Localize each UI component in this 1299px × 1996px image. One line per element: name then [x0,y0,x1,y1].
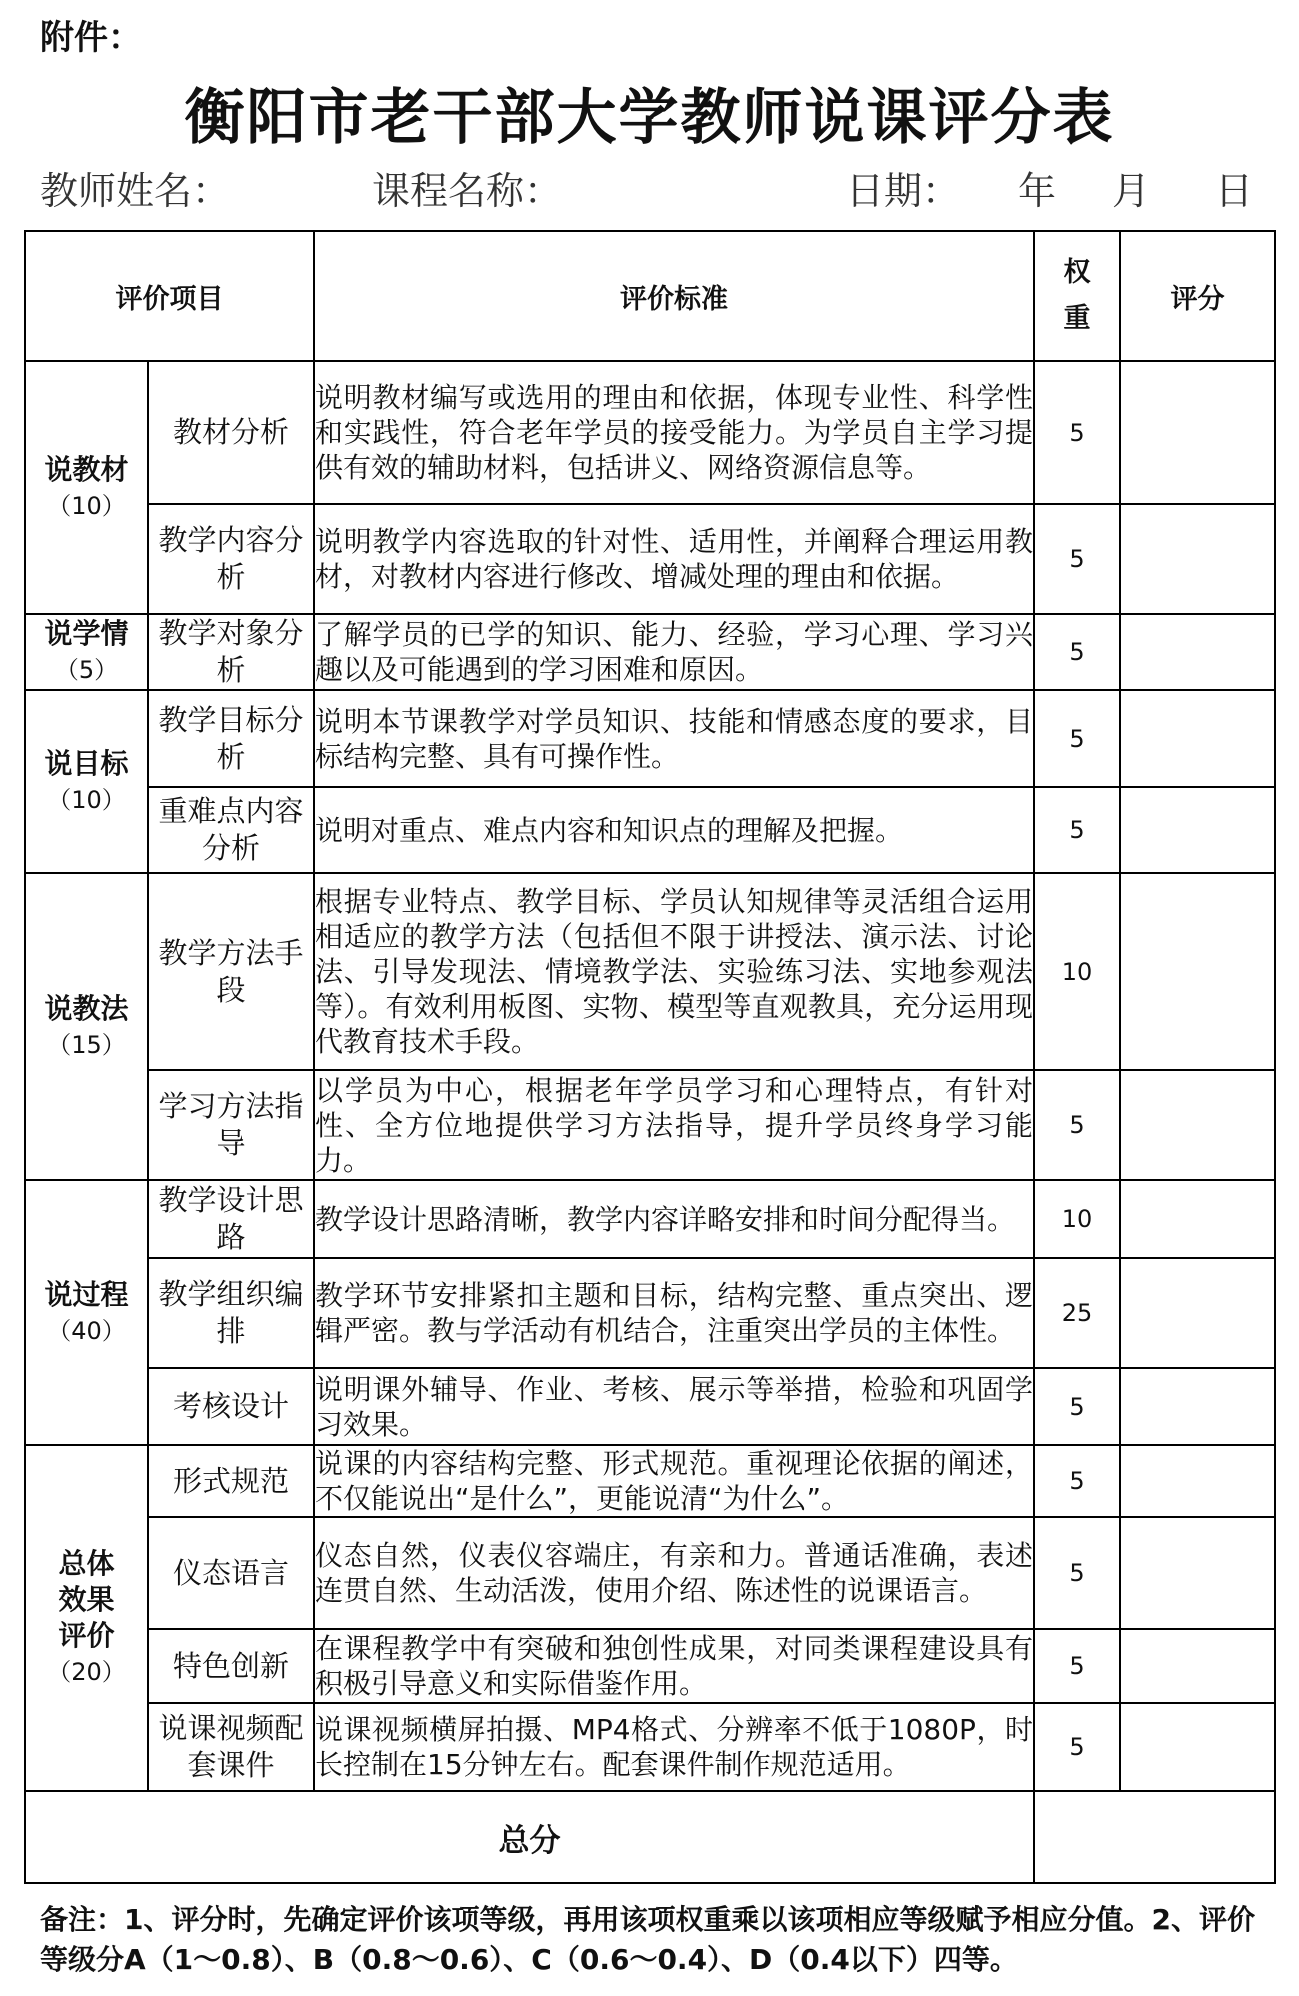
criteria-text: 说明教材编写或选用的理由和依据，体现专业性、科学性和实践性，符合老年学员的接受能力。为学员自主学习提供有效的辅助材料，包括讲义、网络资源信息等。 [314,361,1034,504]
table-row [25,1517,1275,1629]
category-cell [25,690,148,873]
table-row [25,1445,1275,1517]
table-row [25,1703,1275,1791]
table-row [25,1368,1275,1445]
score-input-cell[interactable] [1120,1368,1275,1445]
sub-item: 形式规范 [148,1445,314,1517]
teacher-name-label: 教师姓名： [40,169,231,213]
attachment-label: 附件： [40,18,142,58]
table-row [25,1070,1275,1180]
category-name: 说教法 [44,991,129,1025]
category-cell [25,614,148,690]
score-input-cell[interactable] [1120,787,1275,873]
table-row [25,614,1275,690]
weight-value: 5 [1034,1629,1120,1703]
date-day: 日 [1215,169,1254,213]
date-year: 年 [1018,169,1057,213]
criteria-text: 说课视频横屏拍摄、MP4格式、分辨率不低于1080P，时长控制在15分钟左右。配套课件制作规范适用。 [314,1703,1034,1791]
sub-item: 考核设计 [148,1368,314,1445]
criteria-text: 仪态自然，仪表仪容端庄，有亲和力。普通话准确，表述连贯自然、生动活泼，使用介绍、陈述性的说课语言。 [314,1517,1034,1629]
weight-value: 10 [1034,873,1120,1070]
table-row [25,1629,1275,1703]
score-input-cell[interactable] [1120,1629,1275,1703]
sub-item: 教学对象分析 [148,614,314,690]
sub-item: 特色创新 [148,1629,314,1703]
criteria-text: 说明对重点、难点内容和知识点的理解及把握。 [314,787,1034,873]
weight-value: 5 [1034,1445,1120,1517]
sub-item: 教学设计思路 [148,1180,314,1258]
total-row [25,1791,1275,1883]
category-cell [25,1445,148,1791]
table-row [25,504,1275,614]
weight-value: 5 [1034,504,1120,614]
evaluation-table [24,230,1276,1884]
criteria-text: 在课程教学中有突破和独创性成果，对同类课程建设具有积极引导意义和实际借鉴作用。 [314,1629,1034,1703]
sub-item: 学习方法指导 [148,1070,314,1180]
table-row [25,1258,1275,1368]
score-input-cell[interactable] [1120,690,1275,787]
sub-item: 教学方法手段 [148,873,314,1070]
weight-value: 5 [1034,1703,1120,1791]
weight-value: 5 [1034,614,1120,690]
weight-value: 5 [1034,1070,1120,1180]
weight-value: 5 [1034,1368,1120,1445]
criteria-text: 根据专业特点、教学目标、学员认知规律等灵活组合运用相适应的教学方法（包括但不限于讲授法、演示法、讨论法、引导发现法、情境教学法、实验练习法、实地参观法等）。有效利用板图、实物、模型等直观教具，充分运用现代教育技术手段。 [314,873,1034,1070]
category-name: 说教材 [44,452,129,486]
category-name: 说目标 [44,746,129,780]
total-score-cell[interactable] [1034,1791,1275,1883]
criteria-text: 说明本节课教学对学员知识、技能和情感态度的要求，目标结构完整、具有可操作性。 [314,690,1034,787]
score-input-cell[interactable] [1120,1517,1275,1629]
criteria-text: 以学员为中心，根据老年学员学习和心理特点，有针对性、全方位地提供学习方法指导，提升学员终身学习能力。 [314,1070,1034,1180]
date-month: 月 [1112,169,1151,213]
weight-value: 5 [1034,787,1120,873]
category-name: 总体效果评价 [58,1547,115,1652]
sub-item: 教学组织编排 [148,1258,314,1368]
category-points: （5） [54,656,119,684]
category-cell [25,361,148,614]
sub-item: 教材分析 [148,361,314,504]
category-cell [25,1180,148,1445]
weight-value: 5 [1034,361,1120,504]
sub-item: 重难点内容分析 [148,787,314,873]
category-cell [25,873,148,1180]
header-item: 评价项目 [25,231,314,361]
category-points: （10） [47,785,126,814]
score-input-cell[interactable] [1120,1070,1275,1180]
table-header-row [25,231,1275,361]
category-name: 说学情 [44,617,129,650]
score-input-cell[interactable] [1120,361,1275,504]
table-row [25,787,1275,873]
criteria-text: 说明课外辅导、作业、考核、展示等举措，检验和巩固学习效果。 [314,1368,1034,1445]
date-label: 日期： [846,169,961,213]
score-input-cell[interactable] [1120,873,1275,1070]
sub-item: 说课视频配套课件 [148,1703,314,1791]
page-title: 衡阳市老干部大学教师说课评分表 [184,83,1115,153]
table-row [25,361,1275,504]
criteria-text: 了解学员的已学的知识、能力、经验，学习心理、学习兴趣以及可能遇到的学习困难和原因。 [314,614,1034,690]
criteria-text: 说明教学内容选取的针对性、适用性，并阐释合理运用教材，对教材内容进行修改、增减处理的理由和依据。 [314,504,1034,614]
score-input-cell[interactable] [1120,504,1275,614]
sub-item: 教学目标分析 [148,690,314,787]
table-row [25,873,1275,1070]
category-name: 说过程 [44,1277,129,1311]
score-input-cell[interactable] [1120,614,1275,690]
weight-value: 5 [1034,1517,1120,1629]
course-name-label: 课程名称： [372,169,563,213]
score-input-cell[interactable] [1120,1703,1275,1791]
header-weight: 权重 [1034,231,1120,361]
sub-item: 教学内容分析 [148,504,314,614]
total-label: 总分 [25,1791,1034,1883]
table-row [25,690,1275,787]
score-input-cell[interactable] [1120,1258,1275,1368]
category-points: （15） [47,1030,126,1059]
score-input-cell[interactable] [1120,1180,1275,1258]
criteria-text: 说课的内容结构完整、形式规范。重视理论依据的阐述，不仅能说出“是什么”，更能说清“为什么”。 [315,1447,1033,1515]
category-points: （40） [47,1316,126,1345]
category-points: （20） [47,1658,126,1686]
weight-value: 5 [1034,690,1120,787]
weight-value: 25 [1034,1258,1120,1368]
criteria-text: 教学设计思路清晰，教学内容详略安排和时间分配得当。 [314,1180,1034,1258]
table-row [25,1180,1275,1258]
weight-value: 10 [1034,1180,1120,1258]
category-points: （10） [47,491,126,520]
sub-item: 仪态语言 [148,1517,314,1629]
criteria-text: 教学环节安排紧扣主题和目标，结构完整、重点突出、逻辑严密。教与学活动有机结合，注重突出学员的主体性。 [314,1258,1034,1368]
header-score: 评分 [1120,231,1275,361]
header-criteria: 评价标准 [314,231,1034,361]
score-input-cell[interactable] [1120,1445,1275,1517]
footnote: 备注：1、评分时，先确定评价该项等级，再用该项权重乘以该项相应等级赋予相应分值。2、评价等级分A（1～0.8）、B（0.8～0.6）、C（0.6～0.4）、D（0.4以下）四等。 [40,1903,1255,1976]
